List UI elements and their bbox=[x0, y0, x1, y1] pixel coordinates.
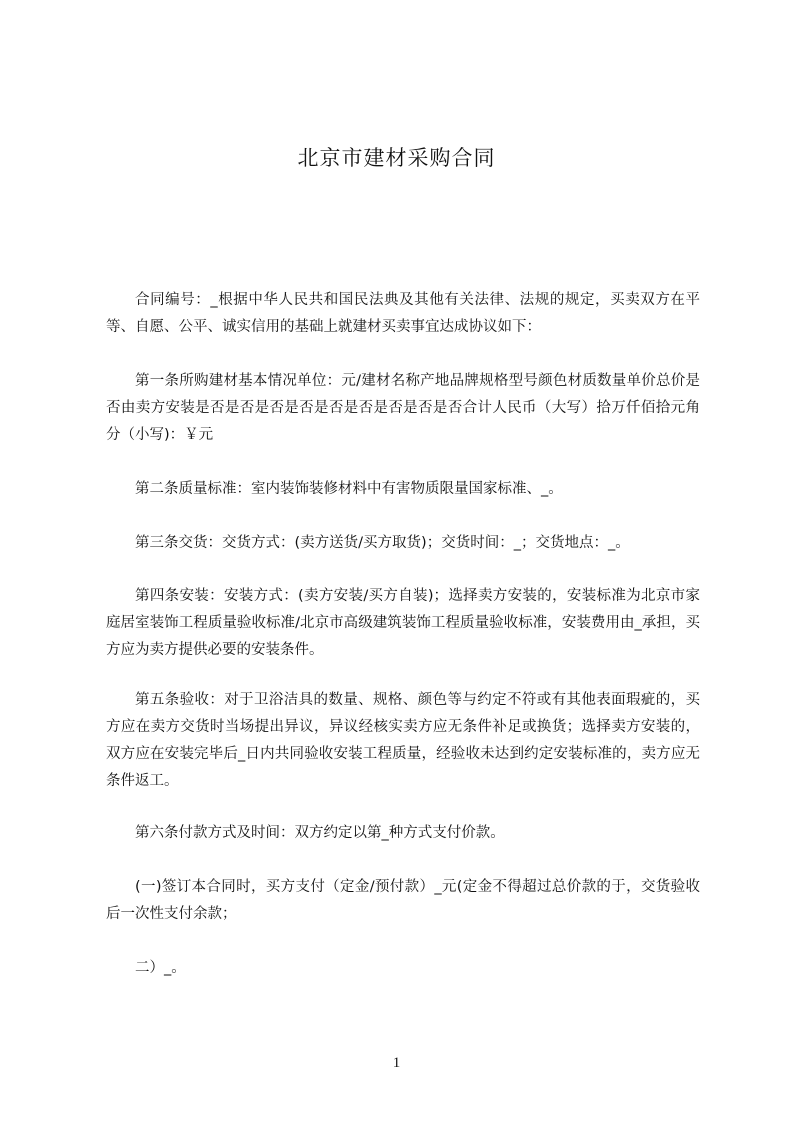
paragraph-contract-number: 合同编号：_根据中华人民共和国民法典及其他有关法律、法规的规定，买卖双方在平等、自愿、公平、诚实信用的基础上就建材买卖事宜达成协议如下： bbox=[106, 292, 700, 335]
paragraph-article-2: 第二条质量标准：室内装饰装修材料中有害物质限量国家标准、_。 bbox=[135, 481, 563, 497]
paragraph-payment-option-2: 二）_。 bbox=[135, 960, 186, 976]
paragraph-article-5: 第五条验收：对于卫浴洁具的数量、规格、颜色等与约定不符或有其他表面瑕疵的，买方应在卖方交货时当场提出异议，异议经核实卖方应无条件补足或换货；选择卖方安装的，双方应在安装完毕后_日内共同验收安装工程质量，经验收未达到约定安装标准的，卖方应无条件返工。 bbox=[106, 692, 700, 789]
paragraph-payment-option-1: (一)签订本合同时，买方支付（定金/预付款）_元(定金不得超过总价款的于，交货验收后一次性支付余款； bbox=[106, 879, 700, 922]
paragraph-article-3: 第三条交货：交货方式：(卖方送货/买方取货)；交货时间：_；交货地点：_。 bbox=[135, 535, 630, 551]
document-title: 北京市建材采购合同 bbox=[297, 146, 496, 170]
paragraph-article-1: 第一条所购建材基本情况单位：元/建材名称产地品牌规格型号颜色材质数量单价总价是否由卖方安装是否是否是否是否是否是否是否是否是否合计人民币（大写）拾万仟佰拾元角分（小写)：￥元 bbox=[106, 373, 700, 443]
paragraph-article-6: 第六条付款方式及时间：双方约定以第_种方式支付价款。 bbox=[135, 825, 505, 841]
paragraph-article-4: 第四条安装：安装方式：(卖方安装/买方自装)；选择卖方安装的，安装标准为北京市家庭居室装饰工程质量验收标准/北京市高级建筑装饰工程质量验收标准，安装费用由_承担，买方应为卖方提供必要的安装条件。 bbox=[106, 588, 700, 658]
page-number: 1 bbox=[392, 1055, 401, 1071]
